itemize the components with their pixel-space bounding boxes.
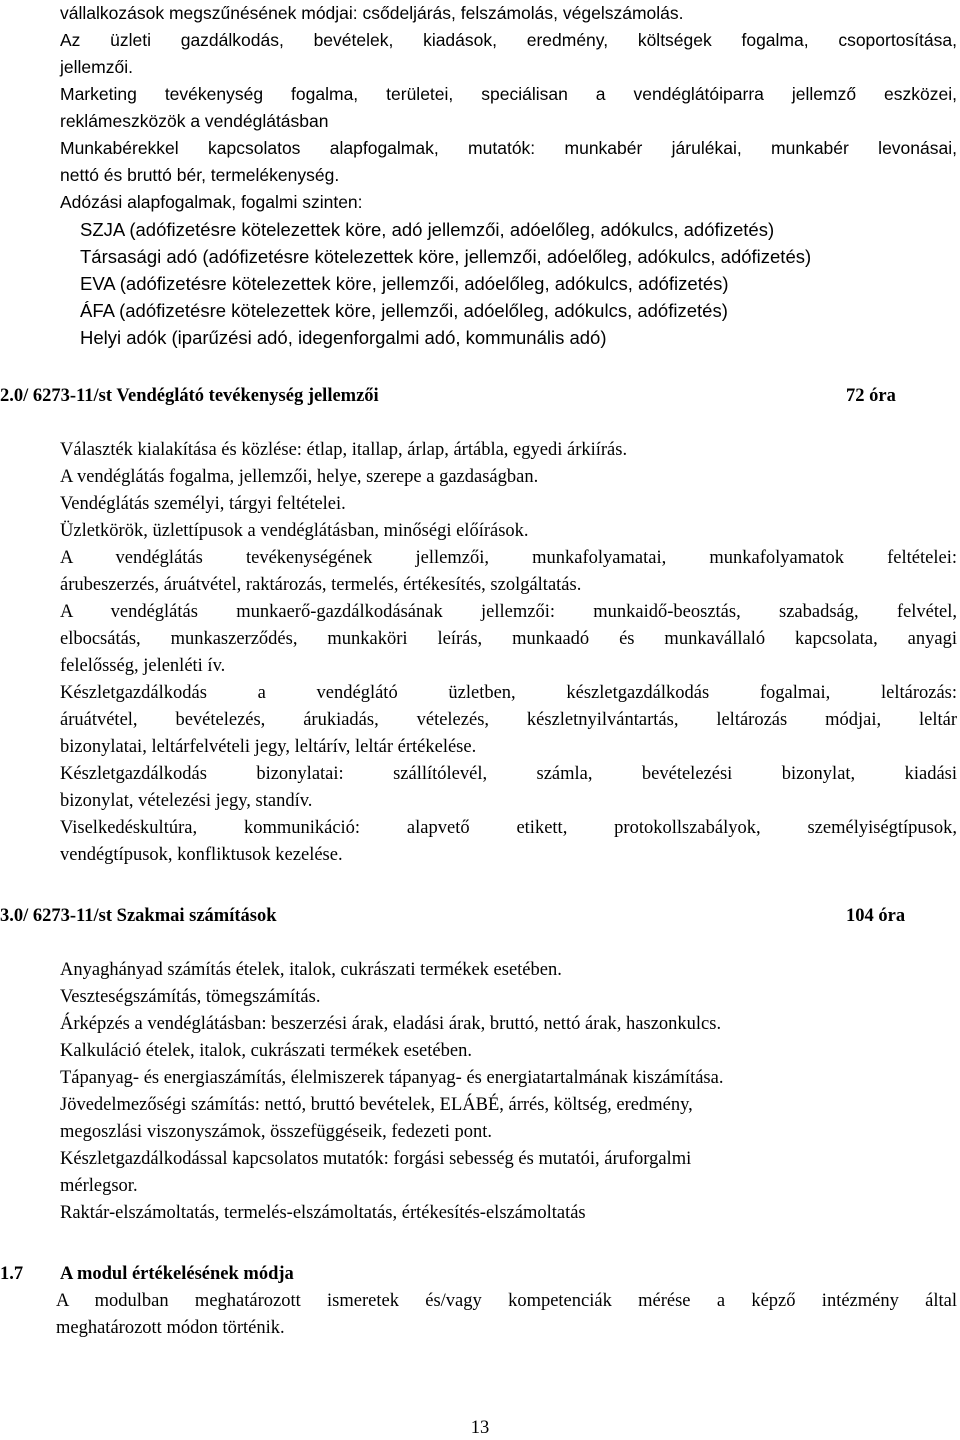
section-heading bbox=[0, 903, 960, 930]
body-line: Tápanyag- és energiaszámítás, élelmiszerek tápanyag- és energiatartalmának kiszámítása. bbox=[60, 1068, 724, 1088]
body-line: elbocsátás, munkaszerződés, munkaköri leírás, munkaadó és munkavállaló kapcsolata, anyagi bbox=[60, 629, 957, 649]
section-hours: 104 óra bbox=[846, 906, 906, 926]
intro-line: jellemzői. bbox=[60, 57, 133, 77]
section-heading bbox=[0, 383, 960, 410]
section-title: 2.0/ 6273-11/st Vendéglátó tevékenység jellemzői bbox=[0, 386, 379, 406]
body-line: vendégtípusok, konfliktusok kezelése. bbox=[60, 845, 343, 865]
body-line: Jövedelmezőségi számítás: nettó, bruttó bevételek, ELÁBÉ, árrés, költség, eredmény, bbox=[60, 1095, 693, 1115]
section-hours: 72 óra bbox=[846, 386, 896, 406]
body-line: Veszteségszámítás, tömegszámítás. bbox=[60, 987, 321, 1007]
section-title: 3.0/ 6273-11/st Szakmai számítások bbox=[0, 906, 277, 926]
body-line: Kalkuláció ételek, italok, cukrászati termékek esetében. bbox=[60, 1041, 472, 1061]
body-line: Készletgazdálkodással kapcsolatos mutatók: forgási sebesség és mutatói, áruforgalmi bbox=[60, 1149, 692, 1169]
body-line: A modulban meghatározott ismeretek és/vagy kompetenciák mérése a képző intézmény által bbox=[56, 1291, 957, 1311]
tax-item: Helyi adók (iparűzési adó, idegenforgalmi adó, kommunális adó) bbox=[80, 327, 607, 348]
tax-item: ÁFA (adófizetésre kötelezettek köre, jellemzői, adóelőleg, adókulcs, adófizetés) bbox=[80, 300, 728, 321]
subsection-number: 1.7 bbox=[0, 1264, 24, 1284]
body-line: A vendéglátás tevékenységének jellemzői, munkafolyamatai, munkafolyamatok feltételei: bbox=[60, 548, 957, 568]
intro-line: nettó és bruttó bér, termelékenység. bbox=[60, 165, 340, 185]
page-number: 13 bbox=[470, 1418, 490, 1438]
body-line: megoszlási viszonyszámok, összefüggéseik, fedezeti pont. bbox=[60, 1122, 493, 1142]
subsection-body bbox=[56, 1288, 957, 1342]
body-line: bizonylatai, leltárfelvételi jegy, leltárív, leltár értékelése. bbox=[60, 737, 477, 757]
tax-item: Társasági adó (adófizetésre kötelezettek köre, jellemzői, adóelőleg, adókulcs, adófizetés) bbox=[80, 246, 812, 267]
body-line: A vendéglátás munkaerő-gazdálkodásának jellemzői: munkaidő-beosztás, szabadság, felvétel, bbox=[60, 602, 957, 622]
body-line: A vendéglátás fogalma, jellemzői, helye, szerepe a gazdaságban. bbox=[60, 467, 539, 487]
body-line: Választék kialakítása és közlése: étlap, itallap, árlap, ártábla, egyedi árkiírás. bbox=[60, 440, 628, 460]
subsection-title: A modul értékelésének módja bbox=[60, 1264, 294, 1284]
intro-line: Munkabérekkel kapcsolatos alapfogalmak, mutatók: munkabér járulékai, munkabér levonásai, bbox=[60, 138, 957, 158]
intro-line: Adózási alapfogalmak, fogalmi szinten: bbox=[60, 192, 363, 212]
body-line: Vendéglátás személyi, tárgyi feltételei. bbox=[60, 494, 346, 514]
body-line: áruátvétel, bevételezés, árukiadás, vételezés, készletnyilvántartás, leltározás módjai, leltár bbox=[60, 710, 957, 730]
intro-line: reklámeszközök a vendéglátásban bbox=[60, 111, 329, 131]
body-line: Viselkedéskultúra, kommunikáció: alapvető etikett, protokollszabályok, személyiségtípusok, bbox=[60, 818, 957, 838]
tax-list bbox=[60, 216, 811, 351]
body-line: Árképzés a vendéglátásban: beszerzési árak, eladási árak, bruttó, nettó árak, haszonkulcs. bbox=[60, 1014, 722, 1034]
body-line: mérlegsor. bbox=[60, 1176, 138, 1196]
body-line: bizonylat, vételezési jegy, standív. bbox=[60, 791, 313, 811]
subsection-heading bbox=[0, 1261, 960, 1288]
tax-item: EVA (adófizetésre kötelezettek köre, jellemzői, adóelőleg, adókulcs, adófizetés) bbox=[80, 273, 729, 294]
body-line: Üzletkörök, üzlettípusok a vendéglátásban, minőségi előírások. bbox=[60, 521, 529, 541]
body-line: árubeszerzés, áruátvétel, raktározás, termelés, értékesítés, szolgáltatás. bbox=[60, 575, 582, 595]
tax-item: SZJA (adófizetésre kötelezettek köre, adó jellemzői, adóelőleg, adókulcs, adófizetés) bbox=[80, 219, 775, 240]
body-line: felelősség, jelenléti ív. bbox=[60, 656, 226, 676]
body-line: Készletgazdálkodás bizonylatai: szállítólevél, számla, bevételezési bizonylat, kiadási bbox=[60, 764, 957, 784]
body-line: meghatározott módon történik. bbox=[56, 1318, 285, 1338]
body-line: Készletgazdálkodás a vendéglátó üzletben, készletgazdálkodás fogalmai, leltározás: bbox=[60, 683, 957, 703]
section-body bbox=[60, 957, 957, 1227]
intro-line: vállalkozások megszűnésének módjai: csődeljárás, felszámolás, végelszámolás. bbox=[60, 3, 684, 23]
intro-line: Marketing tevékenység fogalma, területei, speciálisan a vendéglátóiparra jellemző eszközei, bbox=[60, 84, 957, 104]
body-line: Raktár-elszámoltatás, termelés-elszámoltatás, értékesítés-elszámoltatás bbox=[60, 1203, 586, 1223]
section-body bbox=[60, 437, 957, 869]
intro-line: Az üzleti gazdálkodás, bevételek, kiadások, eredmény, költségek fogalma, csoportosítása, bbox=[60, 30, 957, 50]
intro-paragraph bbox=[60, 0, 957, 216]
body-line: Anyaghányad számítás ételek, italok, cukrászati termékek esetében. bbox=[60, 960, 562, 980]
